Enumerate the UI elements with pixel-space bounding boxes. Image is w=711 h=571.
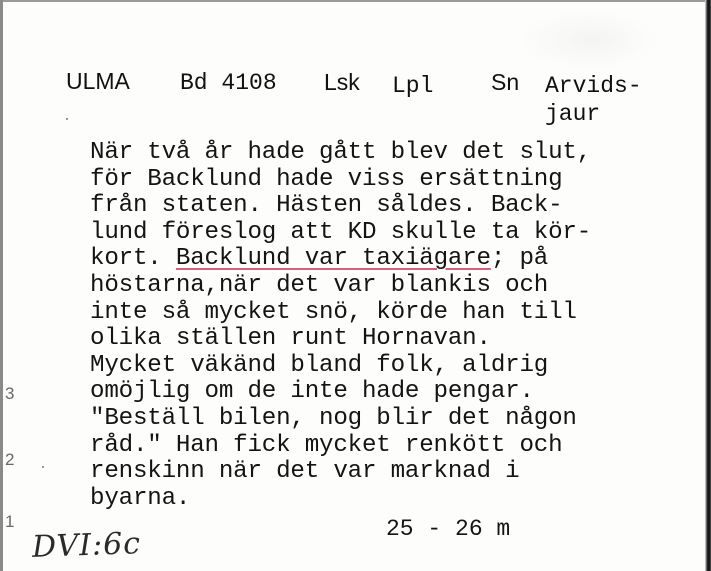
text-line: omöjlig om de inte hade pengar. <box>90 378 534 406</box>
bleed-through-smudge <box>520 10 660 70</box>
archive-code: ULMA <box>66 68 130 94</box>
text-line: råd." Han fick mycket renkött och <box>90 431 563 459</box>
card-left-edge <box>0 0 3 571</box>
text-line-start: kort. <box>90 245 162 273</box>
card-right-edge <box>705 0 711 571</box>
margin-number-2: 2 <box>5 450 15 469</box>
margin-number-1: 1 <box>5 512 15 531</box>
text-line: "Beställ bilen, nog blir det någon <box>90 404 577 432</box>
text-line: för Backlund hade viss ersättning <box>90 165 563 193</box>
record-text <box>90 140 690 512</box>
speck <box>42 466 44 468</box>
volume-number: Bd 4108 <box>180 70 277 96</box>
province-code: Lpl <box>392 73 434 99</box>
text-line: höstarna,när det var blankis och <box>90 271 549 299</box>
parish-code: Sn <box>491 69 520 95</box>
text-line-tail: ; på <box>490 245 549 273</box>
page-reference: 25 - 26 m <box>386 516 511 542</box>
text-line: inte så mycket snö, körde han till <box>90 298 577 326</box>
text-line: renskinn när det var marknad i <box>90 458 520 486</box>
text-line-underlined <box>90 246 690 273</box>
handwritten-shelfmark: DVI:6c <box>31 526 142 565</box>
text-line: olika ställen runt Hornavan. <box>90 325 491 353</box>
margin-number-3: 3 <box>5 384 15 403</box>
parish-name-line2: jaur <box>545 101 601 127</box>
text-line: När två år hade gått blev det slut, <box>90 139 592 166</box>
county-code: Lsk <box>324 69 360 95</box>
card-top-edge <box>0 0 711 2</box>
text-line: från staten. Hästen såldes. Back- <box>90 192 563 220</box>
speck <box>66 118 68 120</box>
text-line: lund föreslog att KD skulle ta kör- <box>90 218 592 246</box>
underlined-phrase: Backlund var taxiägare <box>175 245 491 273</box>
parish-name-line1: Arvids- <box>545 73 642 99</box>
text-line: Mycket väkänd bland folk, aldrig <box>90 351 549 379</box>
text-line: byarna. <box>90 484 191 512</box>
